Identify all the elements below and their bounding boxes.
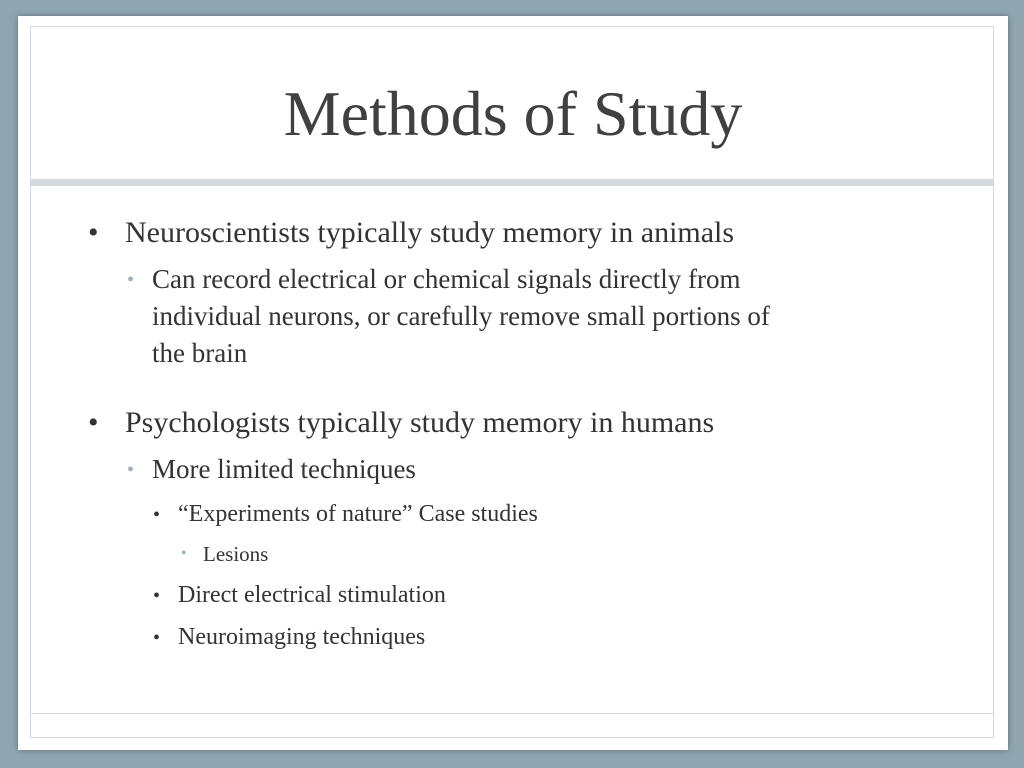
bullet-icon: •: [153, 585, 161, 607]
bullet-icon: •: [153, 504, 161, 526]
bullet-icon: •: [88, 406, 99, 439]
bullet-icon: •: [127, 269, 135, 291]
bullet-icon: •: [181, 545, 187, 562]
list-item: individual neurons, or carefully remove small portions of: [152, 301, 770, 331]
bullet-icon: •: [88, 216, 99, 249]
list-item: More limited techniques: [152, 454, 416, 484]
list-item: Direct electrical stimulation: [178, 582, 446, 608]
list-item: the brain: [152, 338, 248, 368]
list-item: Lesions: [203, 542, 269, 566]
list-item: Psychologists typically study memory in humans: [125, 406, 715, 439]
slide-title: Methods of Study: [283, 78, 743, 149]
bullet-icon: •: [153, 627, 161, 649]
list-item: “Experiments of nature” Case studies: [178, 501, 538, 527]
list-item: Neuroscientists typically study memory in animals: [125, 216, 735, 249]
list-item: Neuroimaging techniques: [178, 624, 426, 650]
list-item: Can record electrical or chemical signals directly from: [152, 264, 741, 294]
bullet-list: [18, 16, 1008, 750]
bullet-icon: •: [127, 459, 135, 481]
slide: [18, 16, 1008, 750]
